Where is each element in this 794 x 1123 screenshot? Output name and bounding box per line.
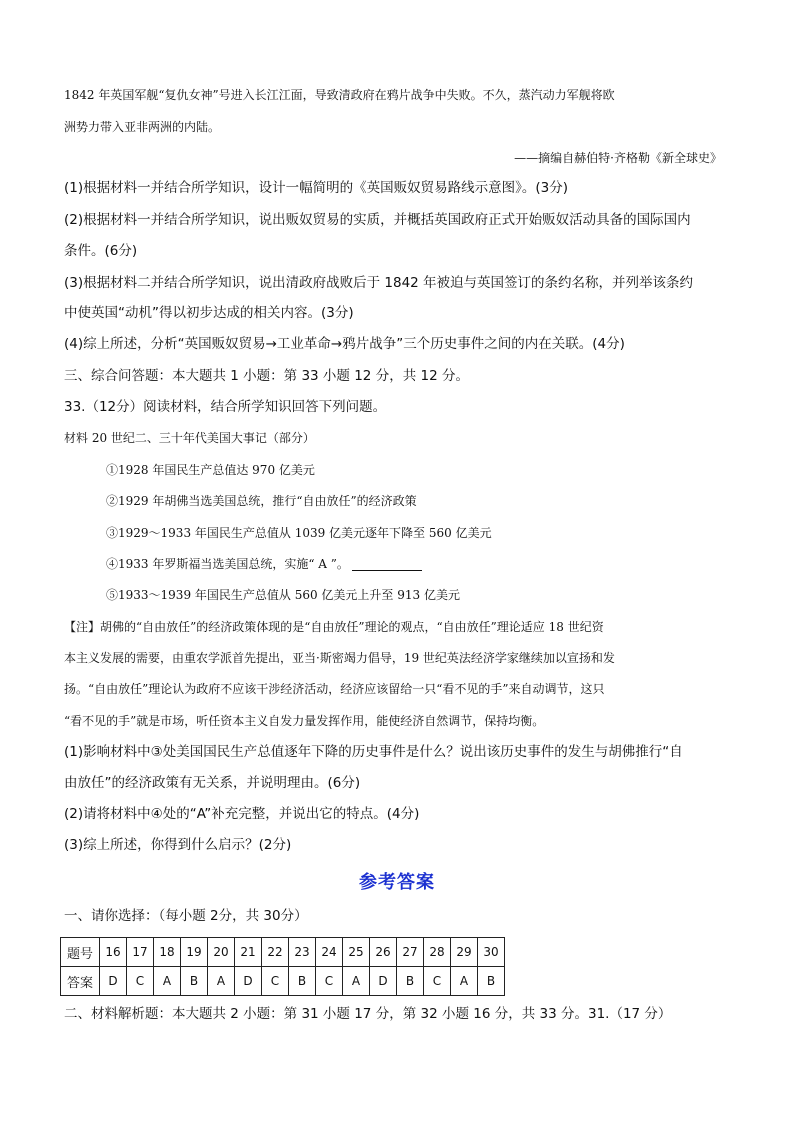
note-line1: 【注】胡佛的“自由放任”的经济政策体现的是“自由放任”理论的观点，“自由放任”理论适应 18 世纪资 [64,620,604,634]
q33-material-heading: 材料 20 世纪二、三十年代美国大事记（部分） [64,431,315,445]
table-cell: 24 [316,938,343,967]
q33-sub3: (3)综上所述，你得到什么启示？(2分) [64,837,292,853]
table-cell: 22 [262,938,289,967]
table-row-answers [61,967,505,996]
answer-blank-underline [352,570,422,571]
table-cell: D [100,967,127,996]
q32-sub4: (4)综上所述，分析“英国贩奴贸易→工业革命→鸦片战争”三个历史事件之间的内在关联。(4分) [64,336,625,352]
event-item: ⑤1933～1939 年国民生产总值从 560 亿美元上升至 913 亿美元 [106,588,460,602]
table-cell: 20 [208,938,235,967]
table-cell: C [262,967,289,996]
event-item: ③1929～1933 年国民生产总值从 1039 亿美元逐年下降至 560 亿美元 [106,526,492,540]
table-cell: 21 [235,938,262,967]
q32-sub2-line1: (2)根据材料一并结合所学知识，说出贩奴贸易的实质，并概括英国政府正式开始贩奴活动具备的国际国内 [64,212,691,228]
answer-section2-heading: 二、材料解析题：本大题共 2 小题：第 31 小题 17 分，第 32 小题 16 分，共 33 分。31.（17 分） [64,1006,672,1022]
q32-sub3-line1: (3)根据材料二并结合所学知识，说出清政府战败后于 1842 年被迫与英国签订的条约名称，并列举该条约 [64,275,694,291]
answer-table [60,937,505,996]
table-cell: A [154,967,181,996]
table-cell: 25 [343,938,370,967]
table-cell: 23 [289,938,316,967]
table-cell: 18 [154,938,181,967]
material2-text-line1: 1842 年英国军舰“复仇女神”号进入长江江面，导致清政府在鸦片战争中失败。不久，蒸汽动力军舰将欧 [64,88,615,102]
q32-sub3-line2: 中使英国“动机”得以初步达成的相关内容。(3分) [64,305,354,321]
event-item: ②1929 年胡佛当选美国总统，推行“自由放任”的经济政策 [106,494,417,508]
q33-sub1-line1: (1)影响材料中③处美国国民生产总值逐年下降的历史事件是什么？说出该历史事件的发生与胡佛推行“自 [64,744,683,760]
table-cell: D [235,967,262,996]
table-cell: D [370,967,397,996]
table-cell: C [316,967,343,996]
table-cell: 28 [424,938,451,967]
table-cell: 16 [100,938,127,967]
q33-intro: 33.（12分）阅读材料，结合所学知识回答下列问题。 [64,399,387,415]
table-cell: 26 [370,938,397,967]
table-cell: C [424,967,451,996]
event-item-blank: ④1933 年罗斯福当选美国总统，实施“ A ”。 [106,557,349,571]
table-cell: B [181,967,208,996]
table-cell: B [289,967,316,996]
table-cell: 19 [181,938,208,967]
table-row-numbers [61,938,505,967]
table-cell: 27 [397,938,424,967]
table-cell: 17 [127,938,154,967]
answer-section1-heading: 一、请你选择：（每小题 2分，共 30分） [64,908,308,924]
table-row-label: 答案 [61,967,100,996]
q32-sub2-line2: 条件。(6分) [64,243,138,259]
event-item: ①1928 年国民生产总值达 970 亿美元 [106,463,315,477]
table-cell: A [208,967,235,996]
table-cell: 30 [478,938,505,967]
material2-text-line2: 洲势力带入亚非两洲的内陆。 [64,120,221,134]
section3-heading: 三、综合问答题：本大题共 1 小题：第 33 小题 12 分，共 12 分。 [64,368,469,384]
note-line4: “看不见的手”就是市场，听任资本主义自发力量发挥作用，能使经济自然调节，保持均衡。 [64,714,545,728]
table-cell: B [478,967,505,996]
table-cell: B [397,967,424,996]
q33-sub1-line2: 由放任”的经济政策有无关系，并说明理由。(6分) [64,775,361,791]
note-line2: 本主义发展的需要，由重农学派首先提出，亚当·斯密竭力倡导，19 世纪英法经济学家继续加以宣扬和发 [64,651,615,665]
table-cell: C [127,967,154,996]
table-row-label: 题号 [61,938,100,967]
answer-key-title: 参考答案 [359,872,435,893]
note-line3: 扬。“自由放任”理论认为政府不应该干涉经济活动，经济应该留给一只“看不见的手”来自动调节，这只 [64,682,605,696]
table-cell: 29 [451,938,478,967]
q33-sub2: (2)请将材料中④处的“A”补充完整，并说出它的特点。(4分) [64,806,420,822]
material2-source: ——摘编自赫伯特·齐格勒《新全球史》 [514,151,722,165]
table-cell: A [451,967,478,996]
q32-sub1: (1)根据材料一并结合所学知识，设计一幅简明的《英国贩奴贸易路线示意图》。(3分) [64,180,568,196]
table-cell: A [343,967,370,996]
